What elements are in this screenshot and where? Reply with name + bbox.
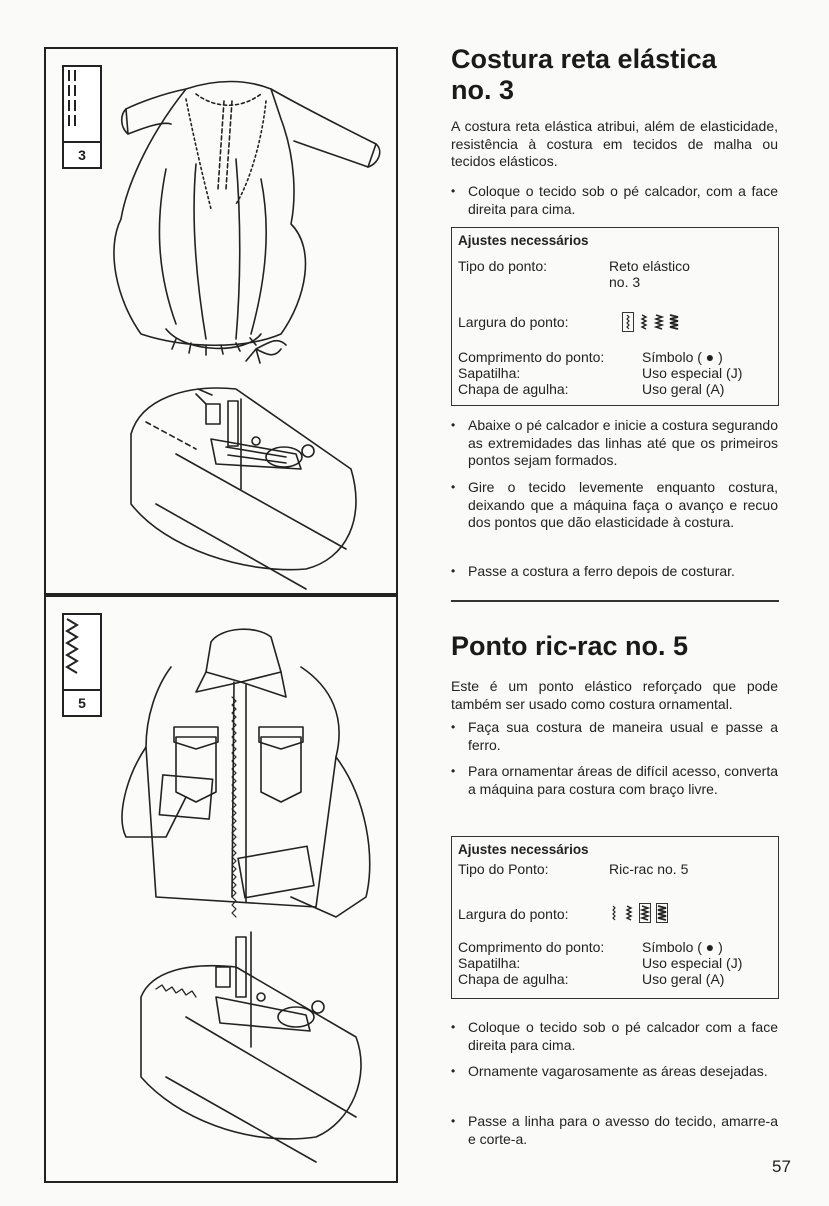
straight-stitch-icon [64,67,100,143]
ric-rac-stitch-icon [64,615,100,691]
instruction-bullet: • Passe a linha para o avesso do tecido, amarre-a e corte-a. [451,1113,778,1148]
settings-box [451,836,779,999]
stitch-number: 3 [78,147,86,163]
title-line-2: no. 3 [451,75,515,105]
stitch-number: 5 [78,695,86,711]
setting-label: Tipo do ponto: [458,258,547,274]
setting-value: Símbolo ( ● ) [642,349,723,365]
stitch-width-icons [622,312,679,332]
section-divider [451,600,779,602]
width-wide-icon [654,313,664,331]
setting-value: Uso especial (J) [642,365,743,381]
instruction-bullet: • Faça sua costura de maneira usual e passe a ferro. [451,719,778,754]
stitch-badge-ric-rac [62,613,102,717]
instruction-bullet: • Coloque o tecido sob o pé calcador, com a face direita para cima. [451,183,778,218]
illustration-panel-stretch-straight [44,47,398,595]
stitch-badge-straight [62,65,102,169]
settings-header: Ajustes necessários [458,233,589,248]
instruction-bullet: • Abaixe o pé calcador e inicie a costura segurando as extremidades das linhas até que os primeiros pontos sejam formados. [451,417,778,470]
width-widest-icon [669,313,679,331]
setting-label: Chapa de agulha: [458,381,569,397]
setting-value: Símbolo ( ● ) [642,939,723,955]
intro-paragraph: Este é um ponto elástico reforçado que pode também ser usado como costura ornamental. [451,678,778,712]
width-wide-icon [639,903,651,923]
settings-box [451,227,779,406]
width-narrow-icon [609,904,619,922]
instruction-bullet: • Passe a costura a ferro depois de costurar. [451,563,778,581]
instruction-bullet: • Gire o tecido levemente enquanto costura, deixando que a máquina faça o avanço e recuo dos pontos que dão elasticidade à costura. [451,479,778,532]
stitch-width-icons [609,903,668,923]
instruction-bullet: • Para ornamentar áreas de difícil acesso, converta a máquina para costura com braço livre. [451,763,778,798]
setting-value: no. 3 [609,274,641,290]
intro-paragraph: A costura reta elástica atribui, além de elasticidade, resistência à costura em tecidos de malha ou tecidos elásticos. [451,118,778,169]
instruction-bullet: • Coloque o tecido sob o pé calcador com a face direita para cima. [451,1019,778,1054]
setting-label: Sapatilha: [458,365,521,381]
setting-label: Comprimento do ponto: [458,939,605,955]
setting-label: Chapa de agulha: [458,971,569,987]
setting-value: Uso especial (J) [642,955,743,971]
page-number: 57 [772,1157,791,1176]
section-title-stretch-straight [451,44,717,106]
title-line-1: Costura reta elástica [451,44,717,74]
section-title-ric-rac: Ponto ric-rac no. 5 [451,631,689,661]
setting-label: Comprimento do ponto: [458,349,605,365]
width-medium-icon [639,313,649,331]
setting-label: Sapatilha: [458,955,521,971]
setting-label: Largura do ponto: [458,314,569,330]
setting-value: Uso geral (A) [642,971,725,987]
settings-header: Ajustes necessários [458,842,589,857]
setting-label: Tipo do Ponto: [458,861,549,877]
width-medium-icon [624,904,634,922]
illustration-panel-ric-rac [44,595,398,1183]
width-widest-icon [656,903,668,923]
setting-value: Reto elástico [609,258,690,274]
width-narrow-icon [622,312,634,332]
setting-value: Ric-rac no. 5 [609,861,689,877]
setting-value: Uso geral (A) [642,381,725,397]
setting-label: Largura do ponto: [458,906,569,922]
instruction-bullet: • Ornamente vagarosamente as áreas desejadas. [451,1063,778,1081]
